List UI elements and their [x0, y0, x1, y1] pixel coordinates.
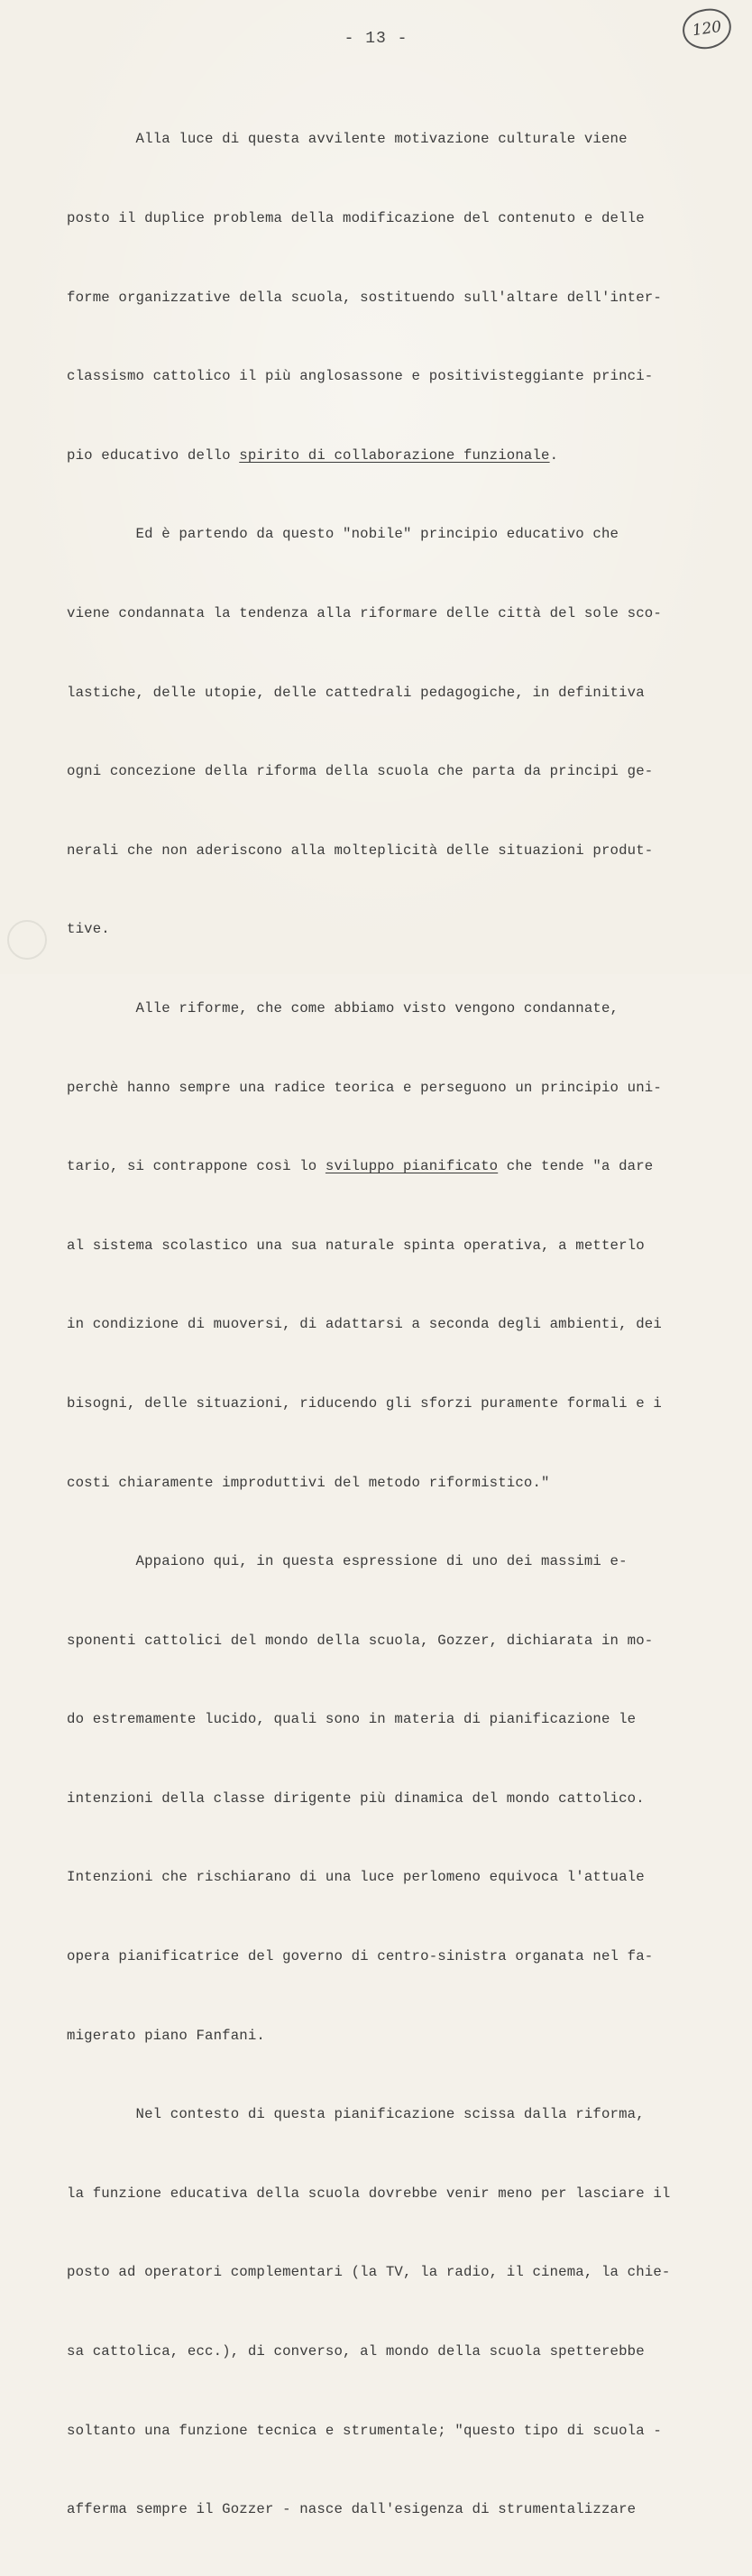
text-line: classismo cattolico il più anglosassone e positivisteggiante princi-: [67, 368, 654, 385]
text-line: opera pianificatrice del governo di centro-sinistra organata nel fa-: [67, 1948, 654, 1965]
text-line: sa cattolica, ecc.), di converso, al mondo della scuola spetterebbe: [67, 2343, 645, 2360]
underlined-phrase: sviluppo pianificato: [325, 1158, 499, 1175]
page-number: - 13 -: [344, 30, 408, 48]
text-line: soltanto una funzione tecnica e strumentale; "questo tipo di scuola -: [67, 2422, 662, 2439]
underlined-phrase: spirito di collaborazione funzionale: [239, 446, 550, 464]
text-line: perchè hanno sempre una radice teorica e perseguono un principio uni-: [67, 1079, 662, 1096]
text-line: Appaiono qui, in questa espressione di uno dei massimi e-: [67, 1553, 628, 1570]
text-line: posto il duplice problema della modificazione del contenuto e delle: [67, 210, 645, 226]
text-line: Intenzioni che rischiarano di una luce perlomeno equivoca l'attuale: [67, 1869, 645, 1886]
body-text: [67, 74, 698, 2576]
text-segment: .: [549, 446, 559, 464]
text-line: tive.: [67, 921, 110, 938]
text-line: la funzione educativa della scuola dovrebbe venir meno per lasciare il: [67, 2185, 671, 2202]
text-line: afferma sempre il Gozzer - nasce dall'esigenza di strumentalizzare: [67, 2501, 637, 2518]
text-line: Ed è partendo da questo "nobile" principio educativo che: [67, 526, 619, 543]
text-line: costi chiaramente improduttivi del metodo riformistico.": [67, 1474, 550, 1491]
folio-circled-number: 120: [680, 5, 734, 51]
text-segment: tario, si contrappone così lo: [67, 1158, 326, 1175]
text-segment: che tende "a dare: [498, 1158, 654, 1175]
text-line: posto ad operatori complementari (la TV, la radio, il cinema, la chie-: [67, 2264, 671, 2281]
text-line: [67, 1154, 698, 1180]
text-line: Alla luce di questa avvilente motivazione culturale viene: [67, 131, 628, 148]
text-line: intenzioni della classe dirigente più dinamica del mondo cattolico.: [67, 1789, 645, 1807]
text-line: Alle riforme, che come abbiamo visto vengono condannate,: [67, 999, 619, 1017]
text-line: Nel contesto di questa pianificazione scissa dalla riforma,: [67, 2106, 645, 2123]
text-line: lastiche, delle utopie, delle cattedrali pedagogiche, in definitiva: [67, 684, 645, 701]
text-line: in condizione di muoversi, di adattarsi a seconda degli ambienti, dei: [67, 1316, 662, 1333]
text-line: al sistema scolastico una sua naturale spinta operativa, a metterlo: [67, 1237, 645, 1254]
text-line: sponenti cattolici del mondo della scuola, Gozzer, dichiarata in mo-: [67, 1632, 654, 1649]
text-line: bisogni, delle situazioni, riducendo gli sforzi puramente formali e i: [67, 1394, 662, 1412]
text-line: [67, 443, 698, 469]
text-line: do estremamente lucido, quali sono in materia di pianificazione le: [67, 1711, 637, 1728]
text-segment: pio educativo dello: [67, 446, 240, 464]
text-line: forme organizzative della scuola, sostituendo sull'altare dell'inter-: [67, 289, 662, 306]
text-line: migerato piano Fanfani.: [67, 2027, 265, 2044]
faint-stamp-mark: [7, 920, 47, 960]
text-line: viene condannata la tendenza alla riformare delle città del sole sco-: [67, 604, 662, 621]
text-line: nerali che non aderiscono alla molteplicità delle situazioni produt-: [67, 842, 654, 859]
text-line: ogni concezione della riforma della scuola che parta da principi ge-: [67, 763, 654, 780]
